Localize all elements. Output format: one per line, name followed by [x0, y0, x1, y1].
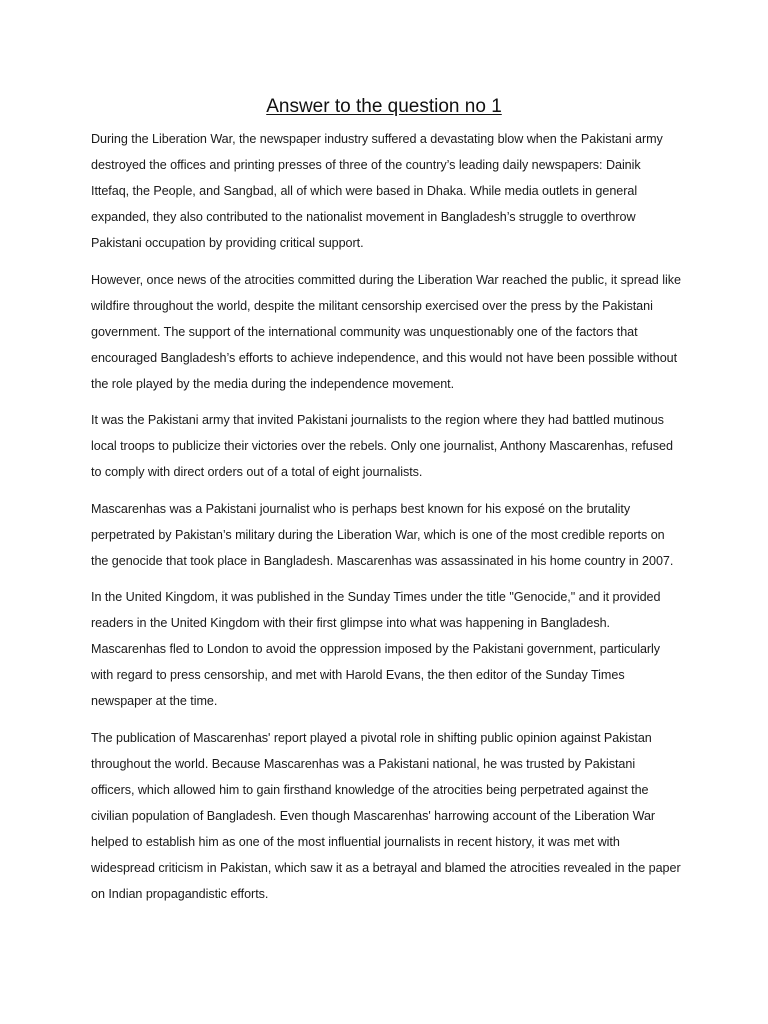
- paragraph-5: In the United Kingdom, it was published in the Sunday Times under the title "Genocide," and it provided readers in the United Kingdom with their first glimpse into what was happening in Bangladesh. Mascarenhas fled to London to avoid the oppression imposed by the Pakistani government, particularly with regard to press censorship, and met with Harold Evans, the then editor of the Sunday Times newspaper at the time.: [91, 590, 661, 708]
- document-body: [91, 126, 681, 917]
- paragraph-6: The publication of Mascarenhas' report played a pivotal role in shifting public opinion against Pakistan throughout the world. Because Mascarenhas was a Pakistani national, he was trusted by Pakistani officers, which allowed him to gain firsthand knowledge of the atrocities being perpetrated against the civilian population of Bangladesh. Even though Mascarenhas' harrowing account of the Liberation War helped to establish him as one of the most influential journalists in recent history, it was met with widespread criticism in Pakistan, which saw it as a betrayal and blamed the atrocities revealed in the paper on Indian propagandistic efforts.: [91, 730, 681, 901]
- paragraph-3: It was the Pakistani army that invited Pakistani journalists to the region where they had battled mutinous local troops to publicize their victories over the rebels. Only one journalist, Anthony Mascarenhas, refused to comply with direct orders out of a total of eight journalists.: [91, 413, 673, 479]
- paragraph-4: Mascarenhas was a Pakistani journalist who is perhaps best known for his exposé on the brutality perpetrated by Pakistan’s military during the Liberation War, which is one of the most credible reports on the genocide that took place in Bangladesh. Mascarenhas was assassinated in his home country in 2007.: [91, 501, 674, 568]
- paragraph-1: During the Liberation War, the newspaper industry suffered a devastating blow when the Pakistani army destroyed the offices and printing presses of three of the country’s leading daily newspapers: Dainik Ittefaq, the People, and Sangbad, all of which were based in Dhaka. While media outlets in general expanded, they also contributed to the nationalist movement in Bangladesh’s struggle to overthrow Pakistani occupation by providing critical support.: [91, 132, 663, 250]
- paragraph-2: However, once news of the atrocities committed during the Liberation War reached the public, it spread like wildfire throughout the world, despite the militant censorship exercised over the press by the Pakistani government. The support of the international community was unquestionably one of the factors that encouraged Bangladesh’s efforts to achieve independence, and this would not have been possible without the role played by the media during the independence movement.: [91, 272, 681, 391]
- document-title: Answer to the question no 1: [266, 96, 502, 117]
